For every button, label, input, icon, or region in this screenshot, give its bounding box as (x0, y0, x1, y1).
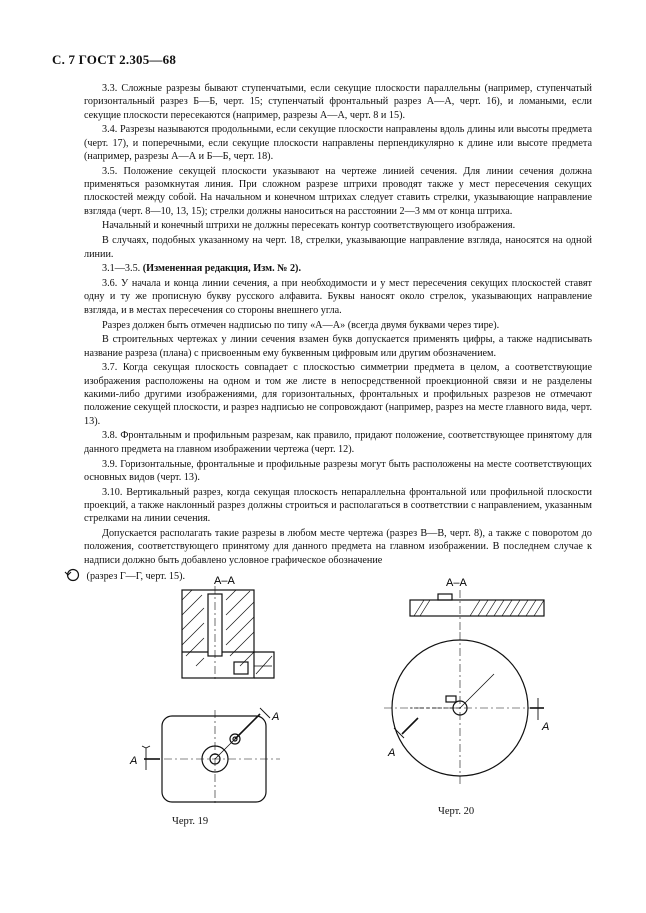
fig19-plan-view (142, 708, 280, 806)
rotation-symbol-icon (62, 568, 84, 582)
paragraph-3-9: 3.9. Горизонтальные, фронтальные и профильные разрезы могут быть расположены на месте соответствующих основных видов (черт. 13). (84, 458, 592, 483)
amendment-ref: 3.1—3.5. (102, 263, 141, 275)
amendment-text: (Измененная редакция, Изм. № 2). (142, 263, 301, 275)
paragraph-3-7: 3.7. Когда секущая плоскость совпадает с плоскостью симметрии предмета в целом, а соответствующие изображения расположены на одном и том же листе в непосредственной проекционной связи и не разделены какими-либо другими изображениями, для горизонтальных, фронтальных и профильных разрезов не отмечают положение секущей плоскости, и разрез надписью не сопровождают (например, разрез на месте главного вида, черт. 13). (84, 362, 592, 427)
fig19-section-view (182, 586, 274, 682)
fig20-plan-view (384, 632, 544, 784)
amendment-note (84, 262, 592, 275)
paragraph-3-10: 3.10. Вертикальный разрез, когда секущая плоскость непараллельна фронтальной или профильной плоскости проекций, а также наклонный разрез должны строиться и располагаться в соответствии с направлением, указанным стрелками на линии сечения. (84, 486, 592, 525)
document-body (84, 82, 592, 585)
paragraph-3-3: 3.3. Сложные разрезы бывают ступенчатыми, если секущие плоскости параллельны (например, ступенчатый горизонтальный разрез Б—Б, черт. 15; ступенчатый фронтальный разрез А—А, черт. 16), и ломаными, если секущие плоскости пересекаются (например, разрезы А—А, черт. 8 и 15). (84, 83, 592, 121)
paragraph-3-4: 3.4. Разрезы называются продольными, если секущие плоскости направлены вдоль длины или высоты предмета (черт. 17), и поперечными, если секущие плоскости направлены перпендикулярно к длине или высоте предмета (например, разрезы А—А и Б—Б, черт. 18). (84, 124, 592, 162)
rotation-symbol-text: (разрез Г—Г, черт. 15). (86, 571, 186, 583)
figure-19 (104, 570, 344, 810)
fig19-caption: Черт. 19 (172, 816, 209, 827)
fig20-cut-label-a-right: А (542, 721, 550, 733)
figure-20 (374, 570, 604, 800)
paragraph-3-8: 3.8. Фронтальным и профильным разрезам, как правило, придают положение, соответствующее принятому для данного предмета на главном изображении чертежа (черт. 12). (84, 430, 592, 455)
paragraph-3-6: 3.6. У начала и конца линии сечения, а при необходимости и у мест пересечения секущих плоскостей ставят одну и ту же прописную букву русского алфавита. Буквы наносят около стрелок, указывающих направление взгляда, и в местах пересечения со стороны внешнего угла. (84, 278, 592, 316)
fig20-cut-label-a-left: А (388, 747, 396, 759)
paragraph-strokes: Начальный и конечный штрихи не должны пересекать контур соответствующего изображения. (102, 220, 516, 232)
figures-area (84, 560, 592, 830)
paragraph-rotation: Допускается располагать такие разрезы в любом месте чертежа (разрез В—В, черт. 8), а также с поворотом до положения, соответствующего принятому для данного предмета на главном изображении. В последнем случае к надписи должно быть добавлено условное графическое обозначение (84, 528, 592, 566)
fig19-cut-label-a-top: А (272, 711, 280, 723)
fig19-section-title: А–А (214, 575, 235, 587)
paragraph-building: В строительных чертежах у линии сечения взамен букв допускается применять цифры, а также надписывать название разреза (плана) с присвоенным ему буквенным цифровым или другим обозначением. (84, 334, 592, 359)
page-header: С. 7 ГОСТ 2.305—68 (52, 52, 177, 67)
paragraph-3-5: 3.5. Положение секущей плоскости указывают на чертеже линией сечения. Для линии сечения должна применяться разомкнутая линия. При сложном разрезе штрихи проводят также у мест пересечения секущих плоскостей между собой. На начальном и конечном штрихах следует ставить стрелки, указывающие направление взгляда (черт. 8—10, 13, 15); стрелки должны наноситься на расстоянии 2—3 мм от конца штриха. (84, 165, 592, 217)
paragraph-arrows: В случаях, подобных указанному на черт. 18, стрелки, указывающие направление взгляда, наносятся на одной линии. (84, 235, 592, 260)
fig19-cut-label-a-left: А (130, 755, 138, 767)
paragraph-label: Разрез должен быть отмечен надписью по типу «А—А» (всегда двумя буквами через тире). (102, 319, 500, 331)
fig20-section-view (410, 590, 544, 630)
fig20-section-title: А–А (446, 577, 467, 589)
fig20-caption: Черт. 20 (438, 806, 475, 817)
